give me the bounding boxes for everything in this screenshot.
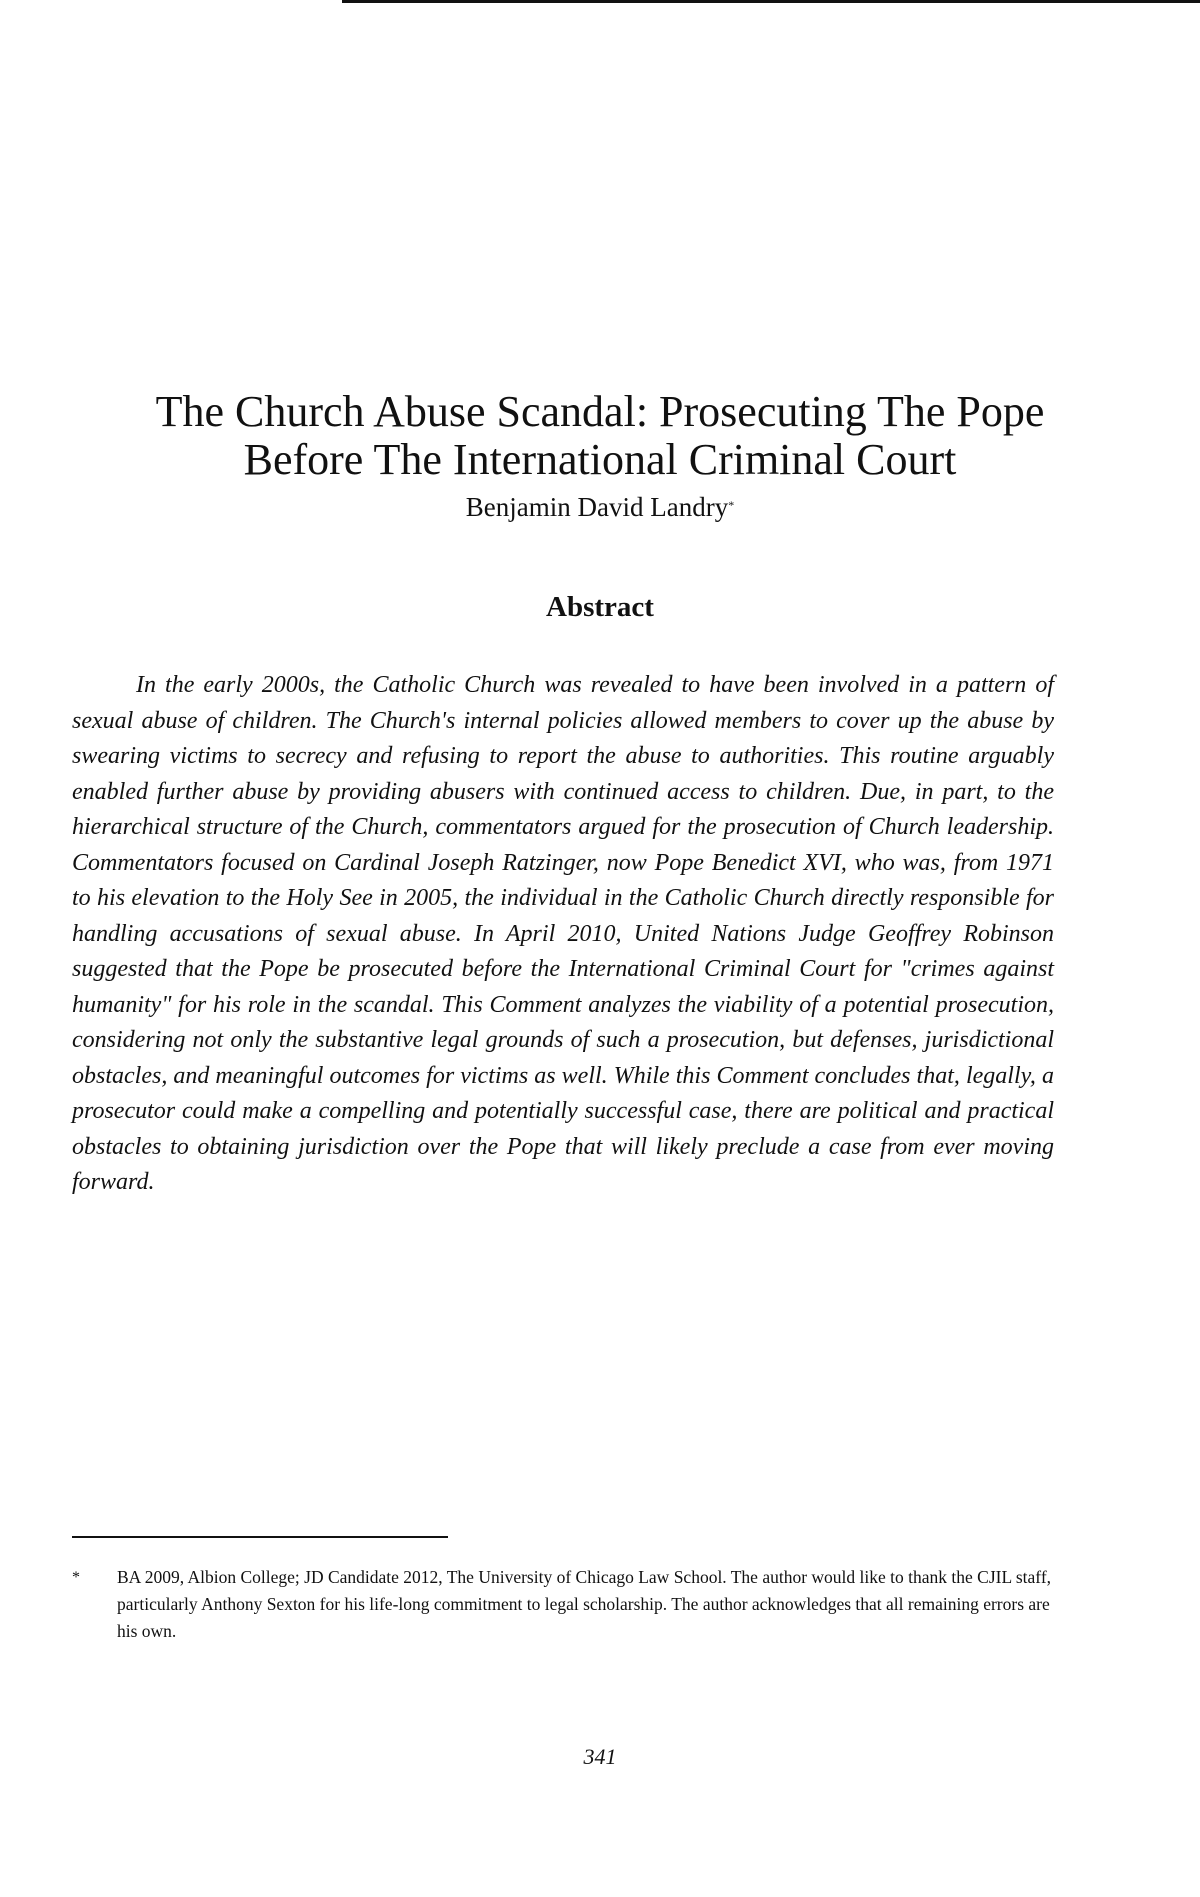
author-footnote-mark: * [728, 498, 735, 512]
footnote-text: BA 2009, Albion College; JD Candidate 2012, The University of Chicago Law School. The author would like to thank the CJIL staff, particularly Anthony Sexton for his life-long commitment to legal scholarship. The author acknowledges that all remaining errors are his own. [117, 1567, 1052, 1641]
page-number: 341 [583, 1744, 617, 1769]
footnote-mark: * [72, 1569, 80, 1586]
footnote [72, 1564, 1054, 1645]
top-rule [342, 0, 1200, 3]
article-title-line-2: Before The International Criminal Court [243, 435, 957, 484]
abstract-heading: Abstract [546, 591, 654, 623]
abstract-text: In the early 2000s, the Catholic Church was revealed to have been involved in a pattern of sexual abuse of children. The Church's internal policies allowed members to cover up the abuse by swearing victims to secrecy and refusing to report the abuse to authorities. This routine arguably enabled further abuse by providing abusers with continued access to children. Due, in part, to the hierarchical structure of the Church, commentators argued for the prosecution of Church leadership. Commentators focused on Cardinal Joseph Ratzinger, now Pope Benedict XVI, who was, from 1971 to his elevation to the Holy See in 2005, the individual in the Catholic Church directly responsible for handling accusations of sexual abuse. In April 2010, United Nations Judge Geoffrey Robinson suggested that the Pope be prosecuted before the International Criminal Court for "crimes against humanity" for his role in the scandal. This Comment analyzes the viability of a potential prosecution, considering not only the substantive legal grounds of such a prosecution, but defenses, jurisdictional obstacles, and meaningful outcomes for victims as well. While this Comment concludes that, legally, a prosecutor could make a compelling and potentially successful case, there are political and practical obstacles to obtaining jurisdiction over the Pope that will likely preclude a case from ever moving forward. [72, 672, 1054, 1195]
author-byline [60, 491, 1140, 523]
article-title-line-1: The Church Abuse Scandal: Prosecuting The Pope [155, 387, 1045, 436]
footnote-rule [72, 1536, 448, 1538]
author-name: Benjamin David Landry [465, 492, 729, 522]
